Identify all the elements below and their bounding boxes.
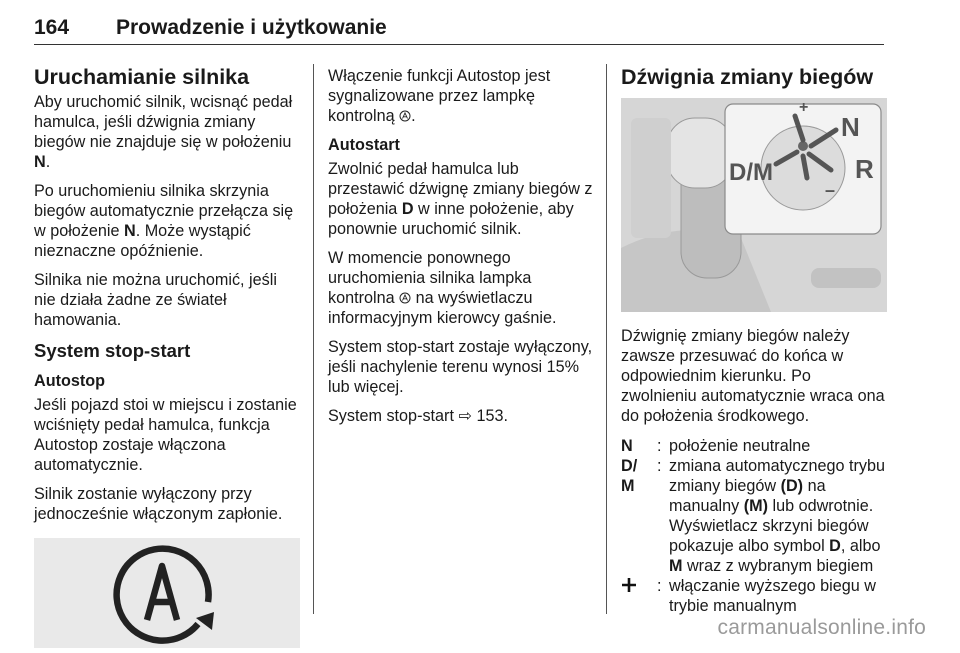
paragraph: System stop-start zostaje wyłączony, jeśli nachylenie terenu wynosi 15% lub więcej.: [328, 338, 593, 396]
gear-r-label: R: [855, 154, 874, 184]
page-number: 164: [34, 16, 70, 39]
definition-row: N : położenie neutralne: [621, 436, 887, 456]
paragraph: Silnik zostanie wyłączony przy jednocześnie włączonym zapłonie.: [34, 485, 283, 523]
plus-icon: [621, 576, 657, 616]
running-title: Prowadzenie i użytkowanie: [116, 16, 387, 39]
definition-text: położenie neutralne: [669, 437, 811, 455]
paragraph: Aby uruchomić silnik, wcisnąć pedał hamulca, jeśli dźwignia zmiany biegów nie znajduje się w położeniu N.: [34, 93, 293, 171]
paragraph: Silnika nie można uruchomić, jeśli nie działa żadne ze świateł hamowania.: [34, 271, 277, 329]
column-divider: [606, 64, 607, 614]
column-divider: [313, 64, 314, 614]
gear-lever-illustration: [621, 98, 887, 312]
autostop-a-icon: [34, 538, 300, 648]
autostop-indicator-image: [34, 538, 300, 648]
section-heading: Dźwignia zmiany biegów: [621, 65, 874, 89]
autostart-heading: Autostart: [328, 136, 400, 154]
definition-text: zmiana automatycznego trybu zmiany biegów (D) na manualny (M) lub odwrotnie. Wyświetlacz skrzyni biegów pokazuje albo symbol D, albo M wraz z wybranym biegiem: [669, 457, 885, 575]
watermark: carmanualsonline.info: [717, 616, 926, 639]
paragraph: Dźwignię zmiany biegów należy zawsze przesuwać do końca w odpowiednim kierunku. Po zwolnieniu automatycznie wraca ona do położenia środkowego.: [621, 327, 885, 425]
autostop-icon: [399, 292, 411, 304]
gear-plus-label: +: [799, 99, 809, 116]
autostop-icon: [399, 110, 411, 122]
gear-dm-label: D/M: [729, 159, 773, 186]
column-middle: [328, 64, 594, 435]
column-left: [34, 64, 300, 648]
page-ref-arrow-icon: ⇨: [458, 407, 473, 425]
page-header: [34, 14, 884, 45]
gear-n-label: N: [841, 112, 860, 142]
cross-reference[interactable]: System stop-start ⇨ 153.: [328, 407, 509, 425]
section-heading: Uruchamianie silnika: [34, 65, 250, 89]
paragraph: Włączenie funkcji Autostop jest sygnalizowane przez lampkę kontrolną .: [328, 67, 551, 125]
column-right: [621, 64, 887, 616]
paragraph: Po uruchomieniu silnika skrzynia biegów automatycznie przełącza się w położenie N. Może wystąpić nieznaczne opóźnienie.: [34, 182, 294, 260]
paragraph: Zwolnić pedał hamulca lub przestawić dźwignę zmiany biegów z położenia D w inne położenie, aby ponownie uruchomić silnik.: [328, 160, 593, 238]
paragraph: W momencie ponownego uruchomienia silnika lampka kontrolna na wyświetlaczu informacyjnym kierowcy gaśnie.: [328, 249, 557, 327]
subsection-heading: System stop-start: [34, 340, 191, 361]
definition-text: włączanie wyższego biegu w trybie manualnym: [669, 577, 876, 615]
definition-row: : włączanie wyższego biegu w trybie manualnym: [621, 576, 887, 616]
paragraph: Jeśli pojazd stoi w miejscu i zostanie wciśnięty pedał hamulca, funkcja Autostop zostaje włączona automatycznie.: [34, 396, 297, 474]
definition-term: D/ M: [621, 457, 638, 495]
gear-lever-image: [621, 98, 887, 312]
definition-term: N: [621, 437, 633, 455]
autostop-heading: Autostop: [34, 372, 106, 390]
gear-minus-label: –: [825, 180, 836, 200]
definition-row: D/ M : zmiana automatycznego trybu zmiany biegów (D) na manualny (M) lub odwrotnie. Wyświetlacz skrzyni biegów pokazuje albo symbol D, albo M wraz z wybranym biegiem: [621, 456, 887, 576]
